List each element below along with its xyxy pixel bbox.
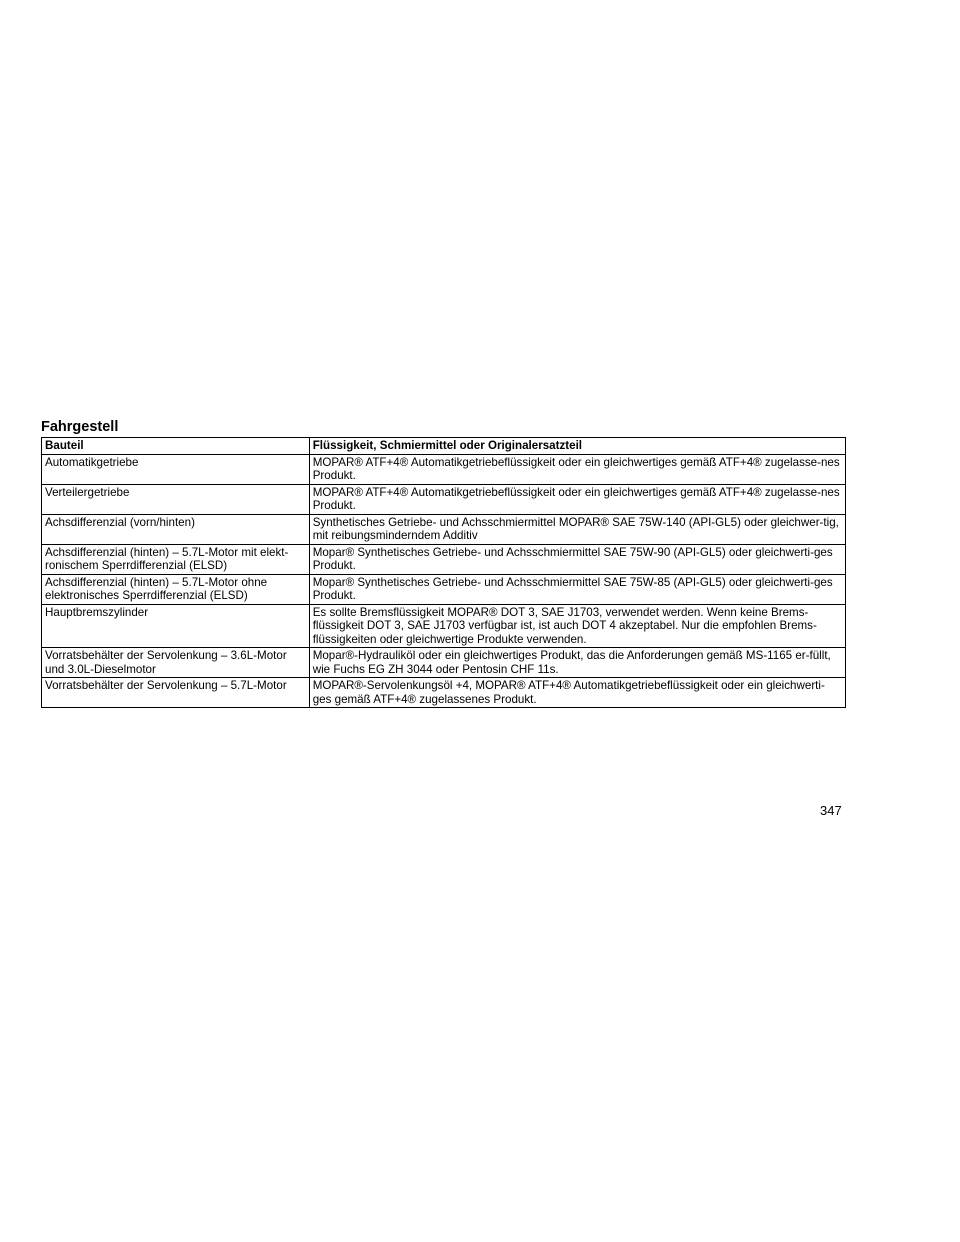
fluid-cell: Es sollte Bremsflüssigkeit MOPAR® DOT 3, SAE J1703, verwendet werden. Wenn keine Brems-flüssigkeit DOT 3, SAE J1703 verfügbar ist, ist auch DOT 4 akzeptabel. Nur die empfohlen Brems-flüssigkeiten oder gleichwertige Produkte verwenden. (309, 604, 845, 648)
page-number: 347 (820, 803, 842, 818)
fluids-table (41, 437, 846, 708)
section-title: Fahrgestell (41, 419, 119, 435)
column-header-component: Bauteil (42, 438, 310, 455)
table-row (42, 678, 846, 708)
fluid-cell: Mopar®-Hydrauliköl oder ein gleichwertiges Produkt, das die Anforderungen gemäß MS-1165 er-füllt, wie Fuchs EG ZH 3044 oder Pentosin CHF 11s. (309, 648, 845, 678)
component-cell: Automatikgetriebe (42, 454, 310, 484)
fluid-cell: Mopar® Synthetisches Getriebe- und Achsschmiermittel SAE 75W-90 (API-GL5) oder gleichwerti-ges Produkt. (309, 544, 845, 574)
table-row (42, 544, 846, 574)
component-cell: Achsdifferenzial (hinten) – 5.7L-Motor mit elekt-ronischem Sperrdifferenzial (ELSD) (42, 544, 310, 574)
table-header-row (42, 438, 846, 455)
component-cell: Vorratsbehälter der Servolenkung – 5.7L-Motor (42, 678, 310, 708)
component-cell: Vorratsbehälter der Servolenkung – 3.6L-Motor und 3.0L-Dieselmotor (42, 648, 310, 678)
table-row (42, 454, 846, 484)
component-cell: Achsdifferenzial (vorn/hinten) (42, 514, 310, 544)
table-row (42, 604, 846, 648)
component-cell: Achsdifferenzial (hinten) – 5.7L-Motor ohne elektronisches Sperrdifferenzial (ELSD) (42, 574, 310, 604)
component-cell: Hauptbremszylinder (42, 604, 310, 648)
fluid-cell: MOPAR® ATF+4® Automatikgetriebeflüssigkeit oder ein gleichwertiges gemäß ATF+4® zugelasse-nes Produkt. (309, 454, 845, 484)
fluid-cell: MOPAR®-Servolenkungsöl +4, MOPAR® ATF+4® Automatikgetriebeflüssigkeit oder ein gleichwerti-ges gemäß ATF+4® zugelassenes Produkt. (309, 678, 845, 708)
fluid-cell: MOPAR® ATF+4® Automatikgetriebeflüssigkeit oder ein gleichwertiges gemäß ATF+4® zugelasse-nes Produkt. (309, 484, 845, 514)
table-row (42, 484, 846, 514)
table-row (42, 648, 846, 678)
component-cell: Verteilergetriebe (42, 484, 310, 514)
fluid-cell: Synthetisches Getriebe- und Achsschmiermittel MOPAR® SAE 75W-140 (API-GL5) oder gleichwer-tig, mit reibungsminderndem Additiv (309, 514, 845, 544)
fluid-cell: Mopar® Synthetisches Getriebe- und Achsschmiermittel SAE 75W-85 (API-GL5) oder gleichwerti-ges Produkt. (309, 574, 845, 604)
table-row (42, 574, 846, 604)
table-row (42, 514, 846, 544)
column-header-fluid: Flüssigkeit, Schmiermittel oder Originalersatzteil (309, 438, 845, 455)
